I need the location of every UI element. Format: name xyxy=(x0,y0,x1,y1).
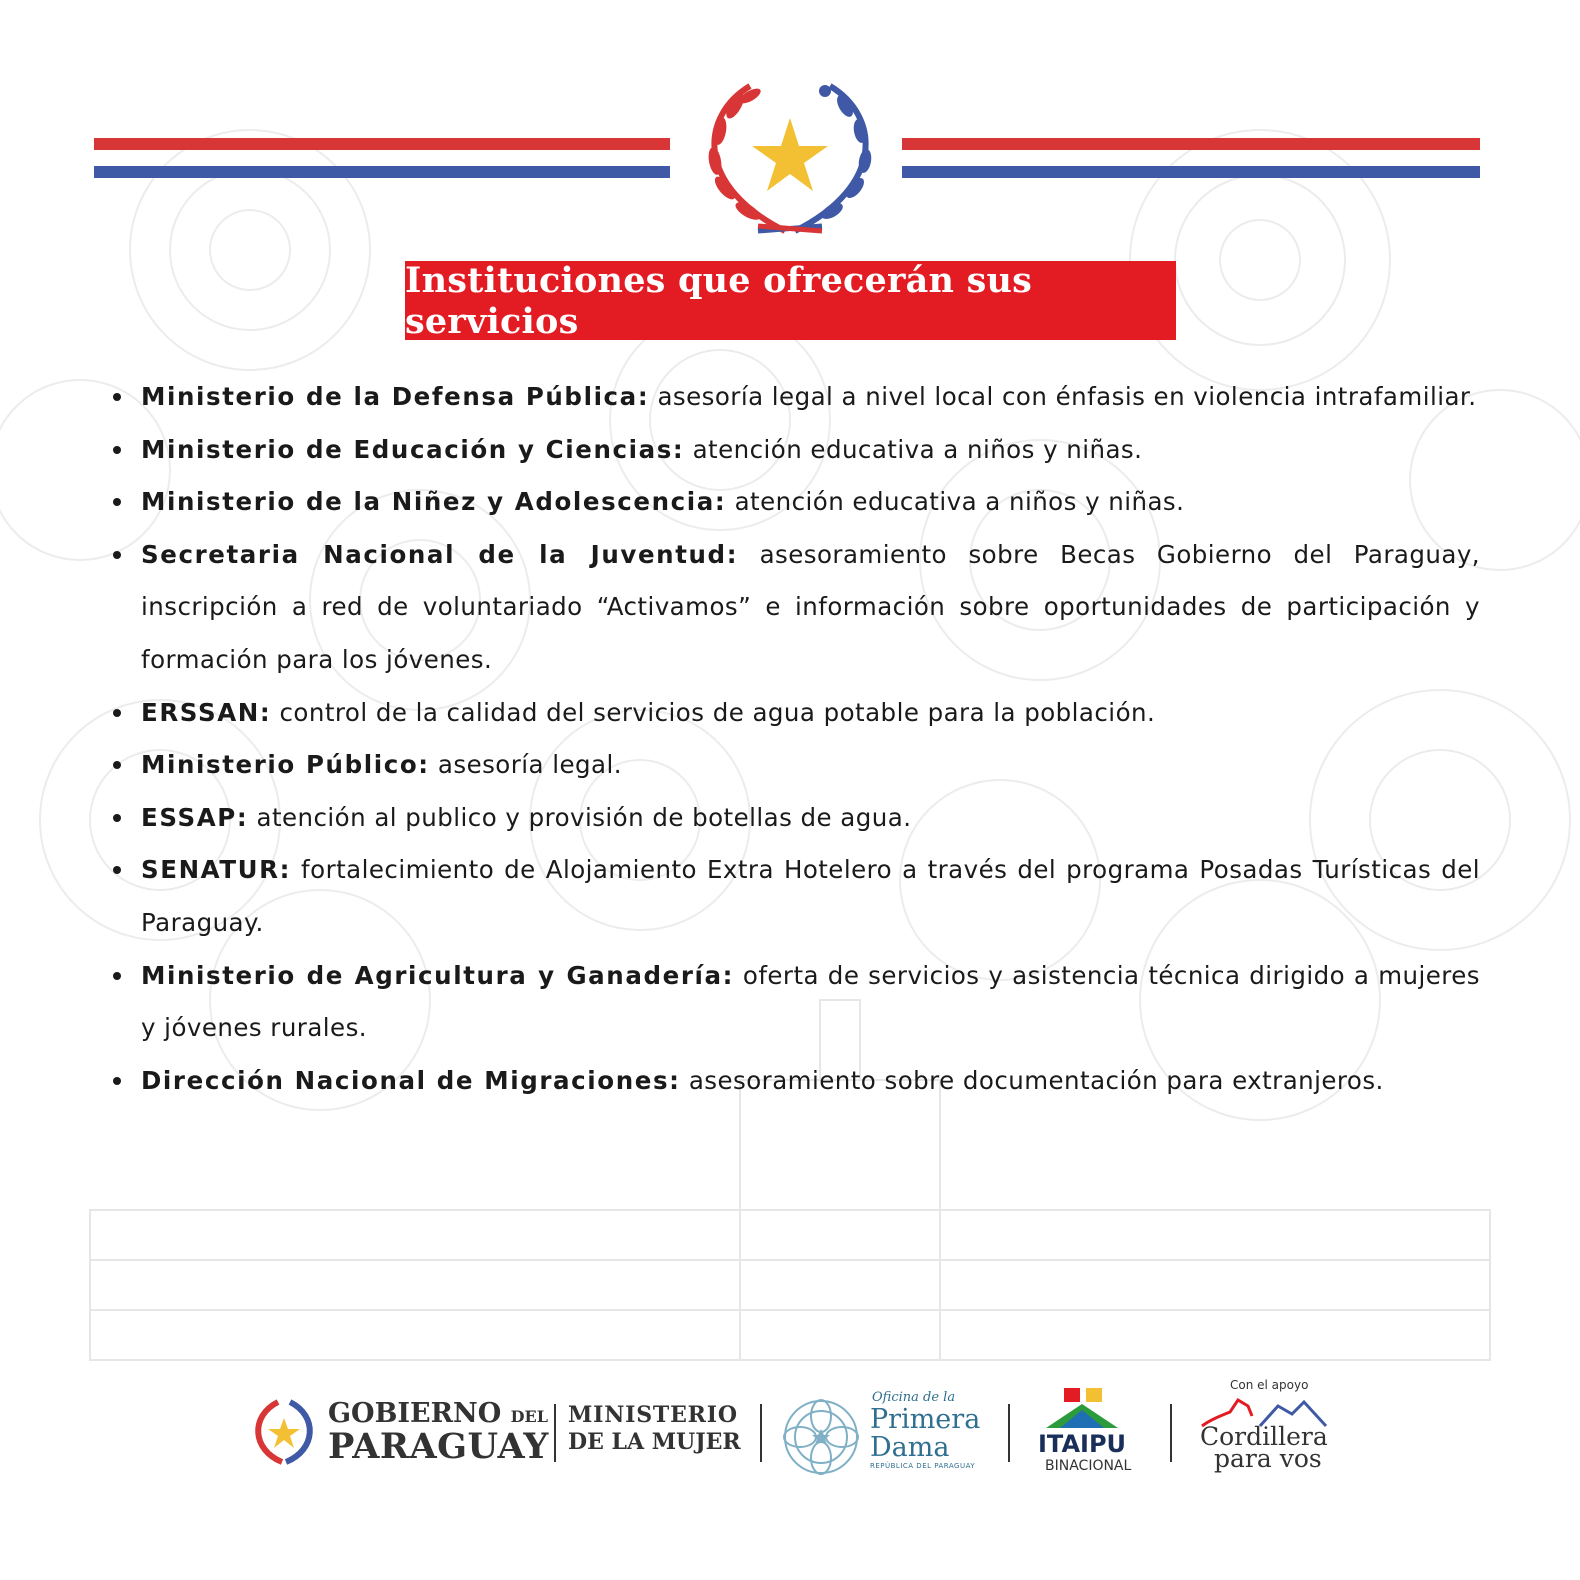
binacional-label: BINACIONAL xyxy=(1045,1458,1132,1474)
list-item: Ministerio de Agricultura y Ganadería: oferta de servicios y asistencia técnica dirigido a mujeres y jóvenes rurales. xyxy=(110,950,1480,1055)
list-item: SENATUR: fortalecimiento de Alojamiento Extra Hotelero a través del programa Posadas Turísticas del Paraguay. xyxy=(110,844,1480,949)
list-item: Ministerio Público: asesoría legal. xyxy=(110,739,1480,792)
footer-divider xyxy=(760,1404,762,1462)
bullet-icon xyxy=(113,1077,121,1085)
flag-stripe-blue-right xyxy=(902,166,1480,178)
primera-dama-emblem-icon xyxy=(780,1396,862,1478)
bullet-icon xyxy=(113,446,121,454)
list-item: ESSAP: atención al publico y provisión de botellas de agua. xyxy=(110,792,1480,845)
cordillera-line1: Cordillera xyxy=(1200,1422,1328,1451)
primera-dama-republica: REPÚBLICA DEL PARAGUAY xyxy=(870,1462,976,1470)
footer-divider xyxy=(1170,1404,1172,1462)
bullet-icon xyxy=(113,709,121,717)
bullet-icon xyxy=(113,761,121,769)
bullet-icon xyxy=(113,498,121,506)
bullet-icon xyxy=(113,814,121,822)
institutions-list xyxy=(110,371,1480,1107)
bullet-icon xyxy=(113,551,121,559)
gobierno-emblem-icon xyxy=(248,1398,320,1466)
primera-dama-title: Primera Dama xyxy=(870,1404,981,1463)
flag-stripe-red-right xyxy=(902,138,1480,150)
flag-stripe-red-left xyxy=(94,138,670,150)
list-item: ERSSAN: control de la calidad del servicios de agua potable para la población. xyxy=(110,687,1480,740)
gobierno-line1: GOBIERNO DEL xyxy=(328,1398,548,1429)
con-el-apoyo-label: Con el apoyo xyxy=(1230,1378,1309,1392)
list-item: Ministerio de la Niñez y Adolescencia: atención educativa a niños y niñas. xyxy=(110,476,1480,529)
gobierno-line2: PARAGUAY xyxy=(328,1426,549,1467)
flag-stripe-blue-left xyxy=(94,166,670,178)
ministerio-line1: MINISTERIO xyxy=(568,1402,738,1428)
paraguay-emblem-icon xyxy=(690,76,890,246)
ministerio-line2: DE LA MUJER xyxy=(568,1429,741,1455)
cordillera-line2: para vos xyxy=(1214,1444,1322,1473)
list-item: Ministerio de Educación y Ciencias: atención educativa a niños y niñas. xyxy=(110,424,1480,477)
list-item: Ministerio de la Defensa Pública: asesoría legal a nivel local con énfasis en violencia intrafamiliar. xyxy=(110,371,1480,424)
page-title: Instituciones que ofrecerán sus servicios xyxy=(405,261,1176,340)
footer-divider xyxy=(554,1404,556,1462)
itaipu-label: ITAIPU xyxy=(1038,1430,1127,1458)
list-item: Dirección Nacional de Migraciones: asesoramiento sobre documentación para extranjeros. xyxy=(110,1055,1480,1108)
itaipu-logo-icon xyxy=(1046,1388,1118,1428)
bullet-icon xyxy=(113,972,121,980)
list-item: Secretaria Nacional de la Juventud: asesoramiento sobre Becas Gobierno del Paraguay, inscripción a red de voluntariado “Activamos” e información sobre oportunidades de participación y formación para los jóvenes. xyxy=(110,529,1480,687)
primera-dama-subtitle: Oficina de la xyxy=(872,1390,956,1405)
footer-logos xyxy=(248,1378,1338,1498)
bullet-icon xyxy=(113,393,121,401)
footer-divider xyxy=(1008,1404,1010,1462)
bullet-icon xyxy=(113,866,121,874)
